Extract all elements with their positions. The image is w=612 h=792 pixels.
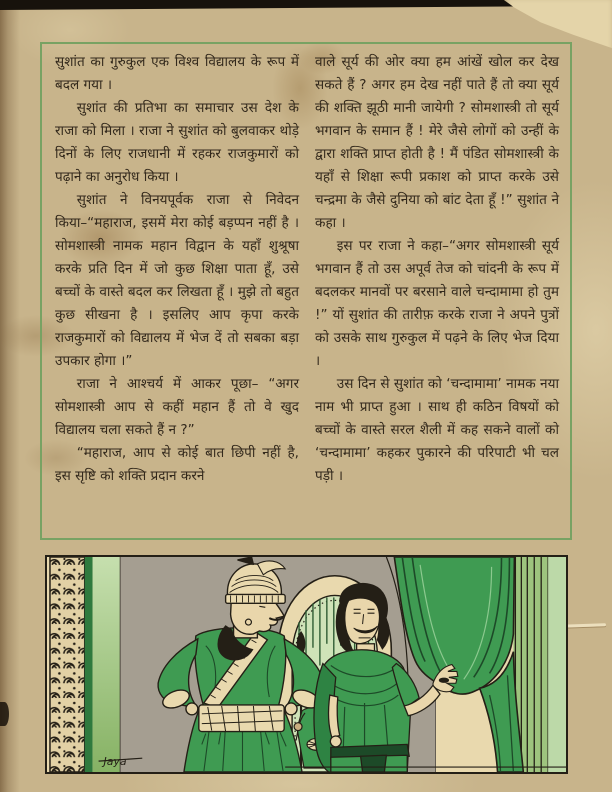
paragraph: “महाराज, आप से कोई बात छिपी नहीं है, इस सृष्टि को शक्ति प्रदान करने [55, 445, 299, 484]
right-column [315, 51, 559, 538]
paragraph: सुशांत का गुरुकुल एक विश्व विद्यालय के रूप में बदल गया । [55, 54, 299, 93]
paragraph: सुशांत की प्रतिभा का समाचार उस देश के राजा को मिला । राजा ने सुशांत को बुलवाकर थोड़े दिनों के लिए राजधानी में रहकर राजकुमारों को पढ़ाने का अनुरोध किया । [55, 100, 299, 185]
story-text-frame [40, 42, 572, 540]
story-illustration [45, 555, 568, 774]
ornate-pillar [50, 557, 85, 772]
left-column [55, 51, 299, 538]
paragraph: सुशांत ने विनयपूर्वक राजा से निवेदन किया–“महाराज, इसमें मेरा कोई बड़प्पन नहीं है । सोमशास्त्री नामक महान विद्वान के यहाँ शुश्रूषा करके प्रति दिन में जो कुछ शिक्षा पाता हूँ, उसे बच्चों के वास्ते बदल कर लिखता हूँ । मुझे तो बहुत कुछ सीखना है । इसलिए आप कृपा करके राजकुमारों को विद्यालय में भेज दें तो सबका बड़ा उपकार होगा ।” [55, 192, 299, 369]
paragraph: उस दिन से सुशांत को ‘चन्दामामा’ नामक नया नाम भी प्राप्त हुआ । साथ ही कठिन विषयों को बच्चों के वास्ते सरल शैली में कह सकने वालों को ‘चन्दामामा’ कहकर पुकारने की परिपाटी भी चल पड़ी । [315, 376, 559, 484]
illustration-canvas [47, 557, 566, 772]
paragraph: वाले सूर्य की ओर क्या हम आंखें खोल कर देख सकते हैं ? अगर हम देख नहीं पाते हैं तो क्या सूर्य की शक्ति झूठी मानी जायेगी ? सोमशास्त्री तो सूर्य भगवान के समान हैं ! मेरे जैसे लोगों को उन्हीं के द्वारा शक्ति प्राप्त होती है ! मैं पंडित सोमशास्त्री के यहाँ से शिक्षा रूपी प्रकाश को प्राप्त करके उसे चन्द्रमा के जैसे दुनिया को बांट देता हूँ !” सुशांत ने कहा । [315, 54, 559, 231]
green-wall-strip [85, 557, 121, 772]
paragraph: राजा ने आश्चर्य में आकर पूछा– “अगर सोमशास्त्री आप से कहीं महान हैं तो वे खुद विद्यालय चला सकते हैं न ?” [55, 376, 299, 438]
signature-text: Jaya [103, 755, 127, 769]
ink-blot [0, 702, 9, 726]
paragraph: इस पर राजा ने कहा–“अगर सोमशास्त्री सूर्य भगवान हैं तो उस अपूर्व तेज को चांदनी के रूप में बदलकर मानवों पर बरसाने वाले चन्दामामा हो तुम !” यों सुशांत की तारीफ़ करके राजा ने अपने पुत्रों को उसके साथ गुरुकुल में पढ़ने के लिए भेज दिया । [315, 238, 559, 369]
page-top-shadow-strip [0, 0, 543, 10]
light-green-edge-strip [548, 557, 566, 772]
